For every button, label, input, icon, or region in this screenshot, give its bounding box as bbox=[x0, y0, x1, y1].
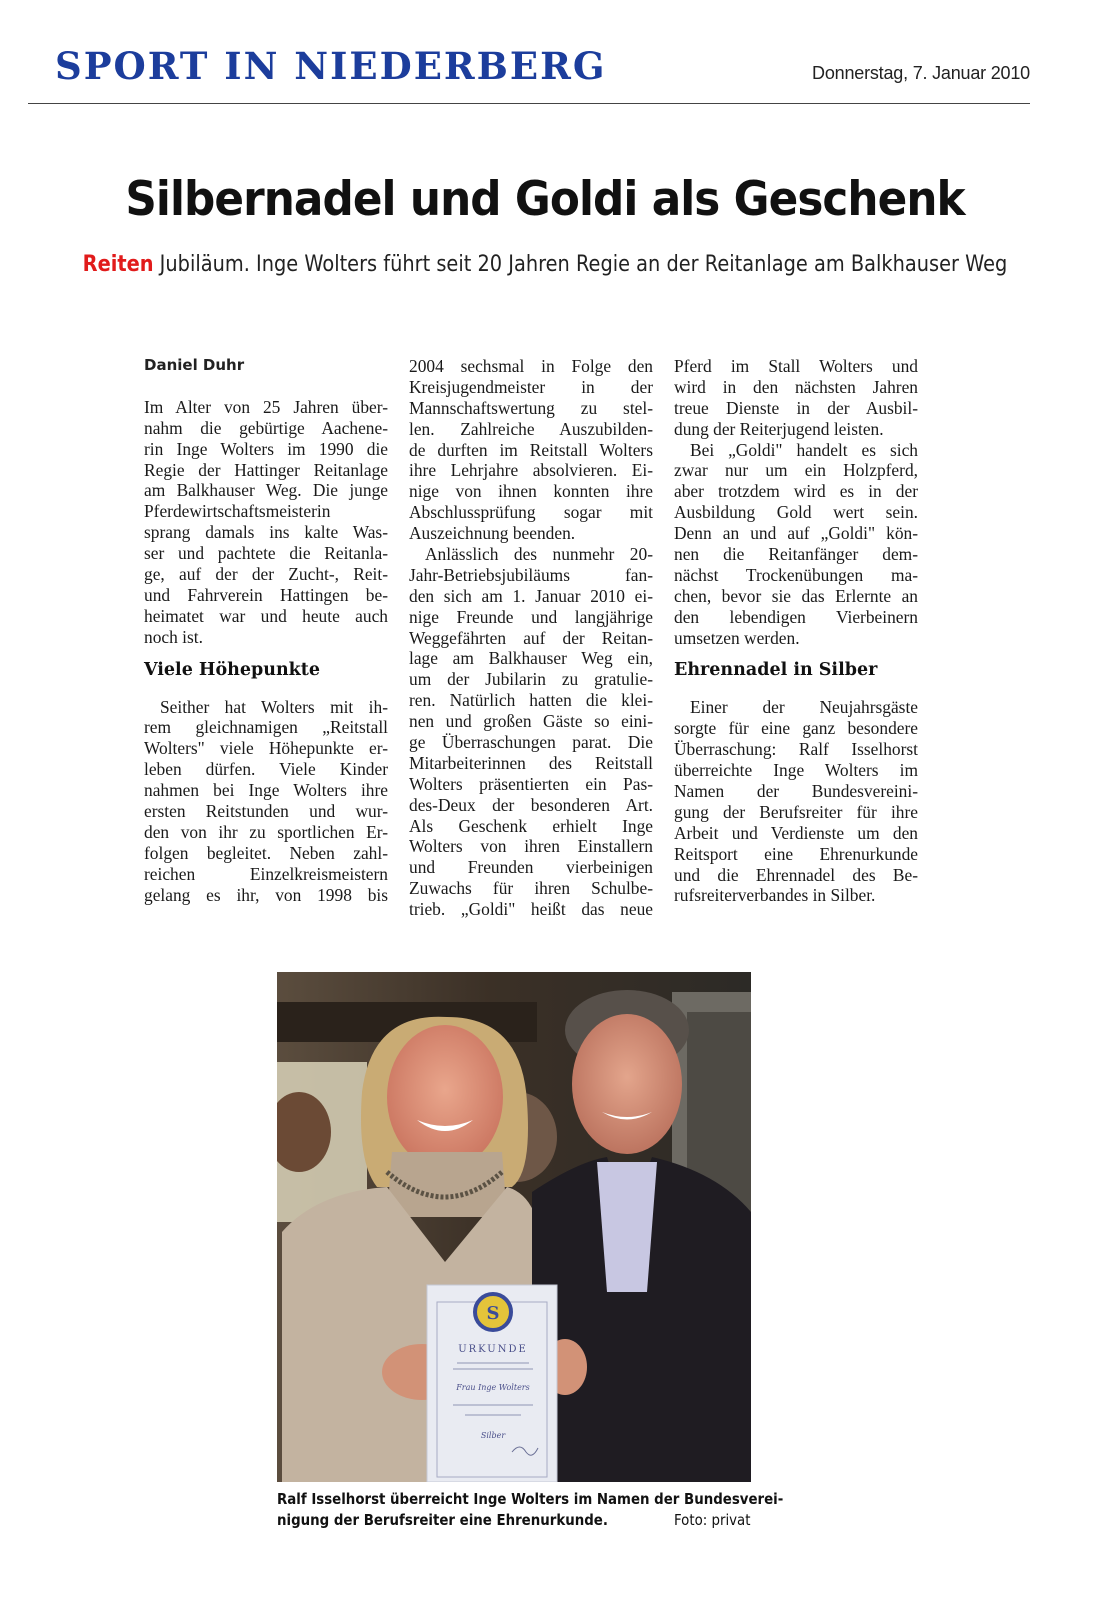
masthead-rule bbox=[28, 103, 1030, 104]
text-line: trieb. „Goldi" heißt das neue bbox=[409, 899, 653, 920]
photo-illustration bbox=[277, 972, 751, 1482]
woman-face bbox=[387, 1025, 503, 1169]
text-line: und die Ehrennadel des Be- bbox=[674, 864, 918, 885]
text-line: Mannschaftswertung zu stel- bbox=[409, 397, 653, 418]
certificate-title: URKUNDE bbox=[458, 1344, 528, 1355]
certificate-award: Silber bbox=[480, 1431, 506, 1440]
text-line: überreichte Inge Wolters im bbox=[674, 760, 918, 781]
certificate bbox=[427, 1285, 557, 1482]
text-line: nahm die gebürtige Aachene- bbox=[144, 417, 388, 438]
caption-line-2-text: nigung der Berufsreiter eine Ehrenurkunde. bbox=[277, 1510, 608, 1529]
text-line: lage am Balkhauser Weg ein, bbox=[409, 648, 653, 669]
text-line: chen, bevor sie das Erlernte an bbox=[674, 585, 918, 606]
column-2-text bbox=[409, 356, 653, 920]
text-line: und Fahrverein Hattingen be- bbox=[144, 584, 388, 605]
text-line: Kreisjugendmeister in der bbox=[409, 376, 653, 397]
text-line: Zuwachs für ihren Schulbe- bbox=[409, 878, 653, 899]
text-line: Pferdewirtschaftsmeisterin bbox=[144, 501, 331, 522]
text-line: Wolters von ihren Einstallern bbox=[409, 836, 653, 857]
text-line: Weggefährten auf der Reitan- bbox=[409, 627, 653, 648]
text-line: ser und pachtete die Reitanla- bbox=[144, 543, 388, 564]
text-line: nige Freunde und langjährige bbox=[409, 606, 653, 627]
man-shirt bbox=[597, 1162, 657, 1292]
text-line: Einer der Neujahrsgäste bbox=[690, 697, 918, 718]
photo-caption bbox=[277, 1489, 784, 1530]
text-line: nen die Reitanfänger dem- bbox=[674, 544, 918, 565]
text-line: rin Inge Wolters im 1990 die bbox=[144, 438, 388, 459]
article-column-3 bbox=[674, 356, 918, 906]
article-column-2 bbox=[409, 356, 653, 920]
man-face bbox=[572, 1014, 682, 1154]
text-line: nen und großen Gäste so eini- bbox=[409, 711, 653, 732]
text-line: treue Dienste in der Ausbil- bbox=[674, 397, 918, 418]
column-1-paragraph-2 bbox=[144, 697, 388, 906]
text-line: len. Zahlreiche Auszubilden- bbox=[409, 418, 653, 439]
text-line: Namen der Bundesvereini- bbox=[674, 780, 918, 801]
text-line: Mitarbeiterinnen des Reitstall bbox=[409, 752, 653, 773]
text-line: nige von ihnen konnten ihre bbox=[409, 481, 653, 502]
text-line: gung der Berufsreiter für ihre bbox=[674, 801, 918, 822]
text-line: de durften im Reitstall Wolters bbox=[409, 439, 653, 460]
article-kicker: Reiten bbox=[82, 252, 154, 277]
text-line: und Freunden vierbeinigen bbox=[409, 857, 653, 878]
text-line: Wolters" viele Höhepunkte er- bbox=[144, 738, 388, 759]
caption-line-1: Ralf Isselhorst überreicht Inge Wolters im Namen der Bundesverei- bbox=[277, 1490, 784, 1508]
certificate-seal-letter: S bbox=[486, 1303, 500, 1324]
text-line: Regie der Hattinger Reitanlage bbox=[144, 459, 388, 480]
text-line: reichen Einzelkreismeistern bbox=[144, 863, 388, 884]
text-line: wird in den nächsten Jahren bbox=[674, 376, 918, 397]
masthead-date: Donnerstag, 7. Januar 2010 bbox=[812, 63, 1030, 83]
column-3-paragraph-2 bbox=[674, 697, 918, 906]
article-column-1 bbox=[144, 355, 388, 905]
subhead-viele-hoehepunkte: Viele Höhepunkte bbox=[144, 659, 321, 680]
text-line: dung der Reiterjugend leisten. bbox=[674, 418, 884, 439]
text-line: zwar nur um ein Holzpferd, bbox=[674, 460, 918, 481]
text-line: Pferd im Stall Wolters und bbox=[674, 356, 918, 376]
text-line: um der Jubilarin zu gratulie- bbox=[409, 669, 653, 690]
subhead-ehrennadel-in-silber: Ehrennadel in Silber bbox=[674, 660, 878, 681]
article-headline: Silbernadel und Goldi als Geschenk bbox=[125, 172, 965, 227]
article-subheadline bbox=[65, 252, 1024, 277]
text-line: Im Alter von 25 Jahren über- bbox=[144, 396, 388, 417]
masthead-section-title: SPORT IN NIEDERBERG bbox=[55, 44, 607, 88]
text-line: ersten Reitstunden und wur- bbox=[144, 800, 388, 821]
photo-credit: Foto: privat bbox=[673, 1510, 751, 1529]
text-line: leben dürfen. Viele Kinder bbox=[144, 759, 388, 780]
text-line: Wolters präsentierten ein Pas- bbox=[409, 773, 653, 794]
text-line: rem gleichnamigen „Reitstall bbox=[144, 717, 388, 738]
text-line: Arbeit und Verdienste um den bbox=[674, 822, 918, 843]
column-1-paragraph-1 bbox=[144, 397, 388, 648]
text-line: des-Deux der besonderen Art. bbox=[409, 794, 653, 815]
text-line: Reitsport eine Ehrenurkunde bbox=[674, 843, 918, 864]
text-line: noch ist. bbox=[144, 626, 203, 647]
text-line: den sich am 1. Januar 2010 ei- bbox=[409, 585, 653, 606]
text-line: Als Geschenk erhielt Inge bbox=[409, 815, 653, 836]
text-line: nahmen bei Inge Wolters ihre bbox=[144, 780, 388, 801]
text-line: Anlässlich des nunmehr 20- bbox=[425, 544, 653, 565]
caption-line-2 bbox=[277, 1510, 750, 1531]
certificate-recipient: Frau Inge Wolters bbox=[456, 1383, 530, 1392]
article-author: Daniel Duhr bbox=[144, 356, 245, 374]
text-line: Denn an und auf „Goldi" kön- bbox=[674, 523, 918, 544]
text-line: 2004 sechsmal in Folge den bbox=[409, 356, 653, 376]
text-line: ge, auf der der Zucht-, Reit- bbox=[144, 564, 388, 585]
column-3-paragraph-1 bbox=[674, 356, 918, 648]
text-line: Überraschung: Ralf Isselhorst bbox=[674, 739, 918, 760]
text-line: Auszeichnung beenden. bbox=[409, 523, 576, 544]
text-line: Jahr-Betriebsjubiläums fan- bbox=[409, 564, 653, 585]
text-line: Abschlussprüfung sogar mit bbox=[409, 502, 653, 523]
text-line: Seither hat Wolters mit ih- bbox=[160, 696, 388, 717]
text-line: am Balkhauser Weg. Die junge bbox=[144, 480, 388, 501]
text-line: nächst Trockenübungen ma- bbox=[674, 564, 918, 585]
text-line: sorgte für eine ganz besondere bbox=[674, 718, 918, 739]
text-line: ren. Natürlich hatten die klei- bbox=[409, 690, 653, 711]
text-line: umsetzen werden. bbox=[674, 627, 800, 648]
text-line: Ausbildung Gold wert sein. bbox=[674, 502, 918, 523]
text-line: sprang damals ins kalte Was- bbox=[144, 522, 388, 543]
text-line: Bei „Goldi" handelt es sich bbox=[690, 439, 918, 460]
text-line: ge Überraschungen parat. Die bbox=[409, 732, 653, 753]
text-line: gelang es ihr, von 1998 bis bbox=[144, 884, 388, 905]
article-photo bbox=[277, 972, 751, 1482]
text-line: heimatet war und heute auch bbox=[144, 605, 388, 626]
text-line: rufsreiterverbandes in Silber. bbox=[674, 885, 876, 906]
text-line: aber trotzdem wird es in der bbox=[674, 481, 918, 502]
text-line: ihre Lehrjahre absolvieren. Ei- bbox=[409, 460, 653, 481]
text-line: folgen begleitet. Neben zahl- bbox=[144, 842, 388, 863]
article-deck: Jubiläum. Inge Wolters führt seit 20 Jahren Regie an der Reitanlage am Balkhauser Weg bbox=[159, 252, 1008, 277]
text-line: den lebendigen Vierbeinern bbox=[674, 606, 918, 627]
text-line: den von ihr zu sportlichen Er- bbox=[144, 821, 388, 842]
